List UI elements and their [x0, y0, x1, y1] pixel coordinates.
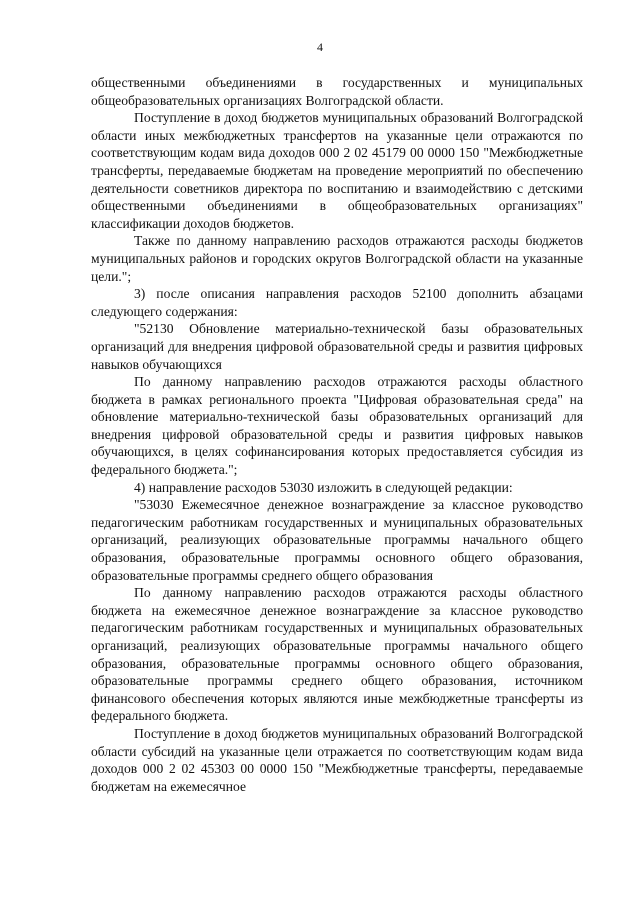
paragraph: "53030 Ежемесячное денежное вознаграждение за классное руководство педагогическим работникам государственных и муниципальных образовательных организаций, реализующих образовательные программы начального общего образования, образовательные программы основного общего образования, образовательные программы среднего общего образования — [91, 497, 583, 583]
page-number: 4 — [317, 40, 323, 54]
paragraph: 4) направление расходов 53030 изложить в следующей редакции: — [134, 479, 513, 495]
paragraph: общественными объединениями в государственных и муниципальных общеобразовательных организациях Волгоградской области. — [91, 75, 583, 108]
paragraph: Поступление в доход бюджетов муниципальных образований Волгоградской области субсидий на указанные цели отражается по соответствующим кодам вида доходов 000 2 02 45303 00 0000 150 "Межбюджетные трансферты, передаваемые бюджетам на ежемесячное — [91, 725, 583, 794]
paragraph: 3) после описания направления расходов 52100 дополнить абзацами следующего содержания: — [91, 286, 583, 319]
paragraph: По данному направлению расходов отражаются расходы областного бюджета в рамках регионального проекта "Цифровая образовательная среда" на обновление материально-технической базы образовательных организаций для внедрения цифровой образовательной среды и развития цифровых навыков обучающихся, в целях софинансирования которых предоставляется субсидия из федерального бюджета."; — [91, 374, 583, 478]
paragraph: Поступление в доход бюджетов муниципальных образований Волгоградской области иных межбюджетных трансфертов на указанные цели отражаются по соответствующим кодам вида доходов 000 2 02 45179 00 0000 150 "Межбюджетные трансферты, передаваемые бюджетам на проведение мероприятий по обеспечению деятельности советников директора по воспитанию и взаимодействию с детскими общественными объединениями в общеобразовательных организациях" классификации доходов бюджетов. — [91, 110, 583, 231]
document-body — [91, 74, 583, 795]
paragraph: "52130 Обновление материально-технической базы образовательных организаций для внедрения цифровой образовательной среды и развития цифровых навыков обучающихся — [91, 321, 583, 372]
paragraph: Также по данному направлению расходов отражаются расходы бюджетов муниципальных районов и городских округов Волгоградской области на указанные цели."; — [91, 233, 583, 284]
paragraph: По данному направлению расходов отражаются расходы областного бюджета на ежемесячное денежное вознаграждение за классное руководство педагогическим работникам государственных и муниципальных образовательных организаций, реализующих образовательные программы начального общего образования, образовательные программы основного общего образования, образовательные программы среднего общего образования, источником финансового обеспечения которых являются иные межбюджетные трансферты из федерального бюджета. — [91, 585, 583, 724]
